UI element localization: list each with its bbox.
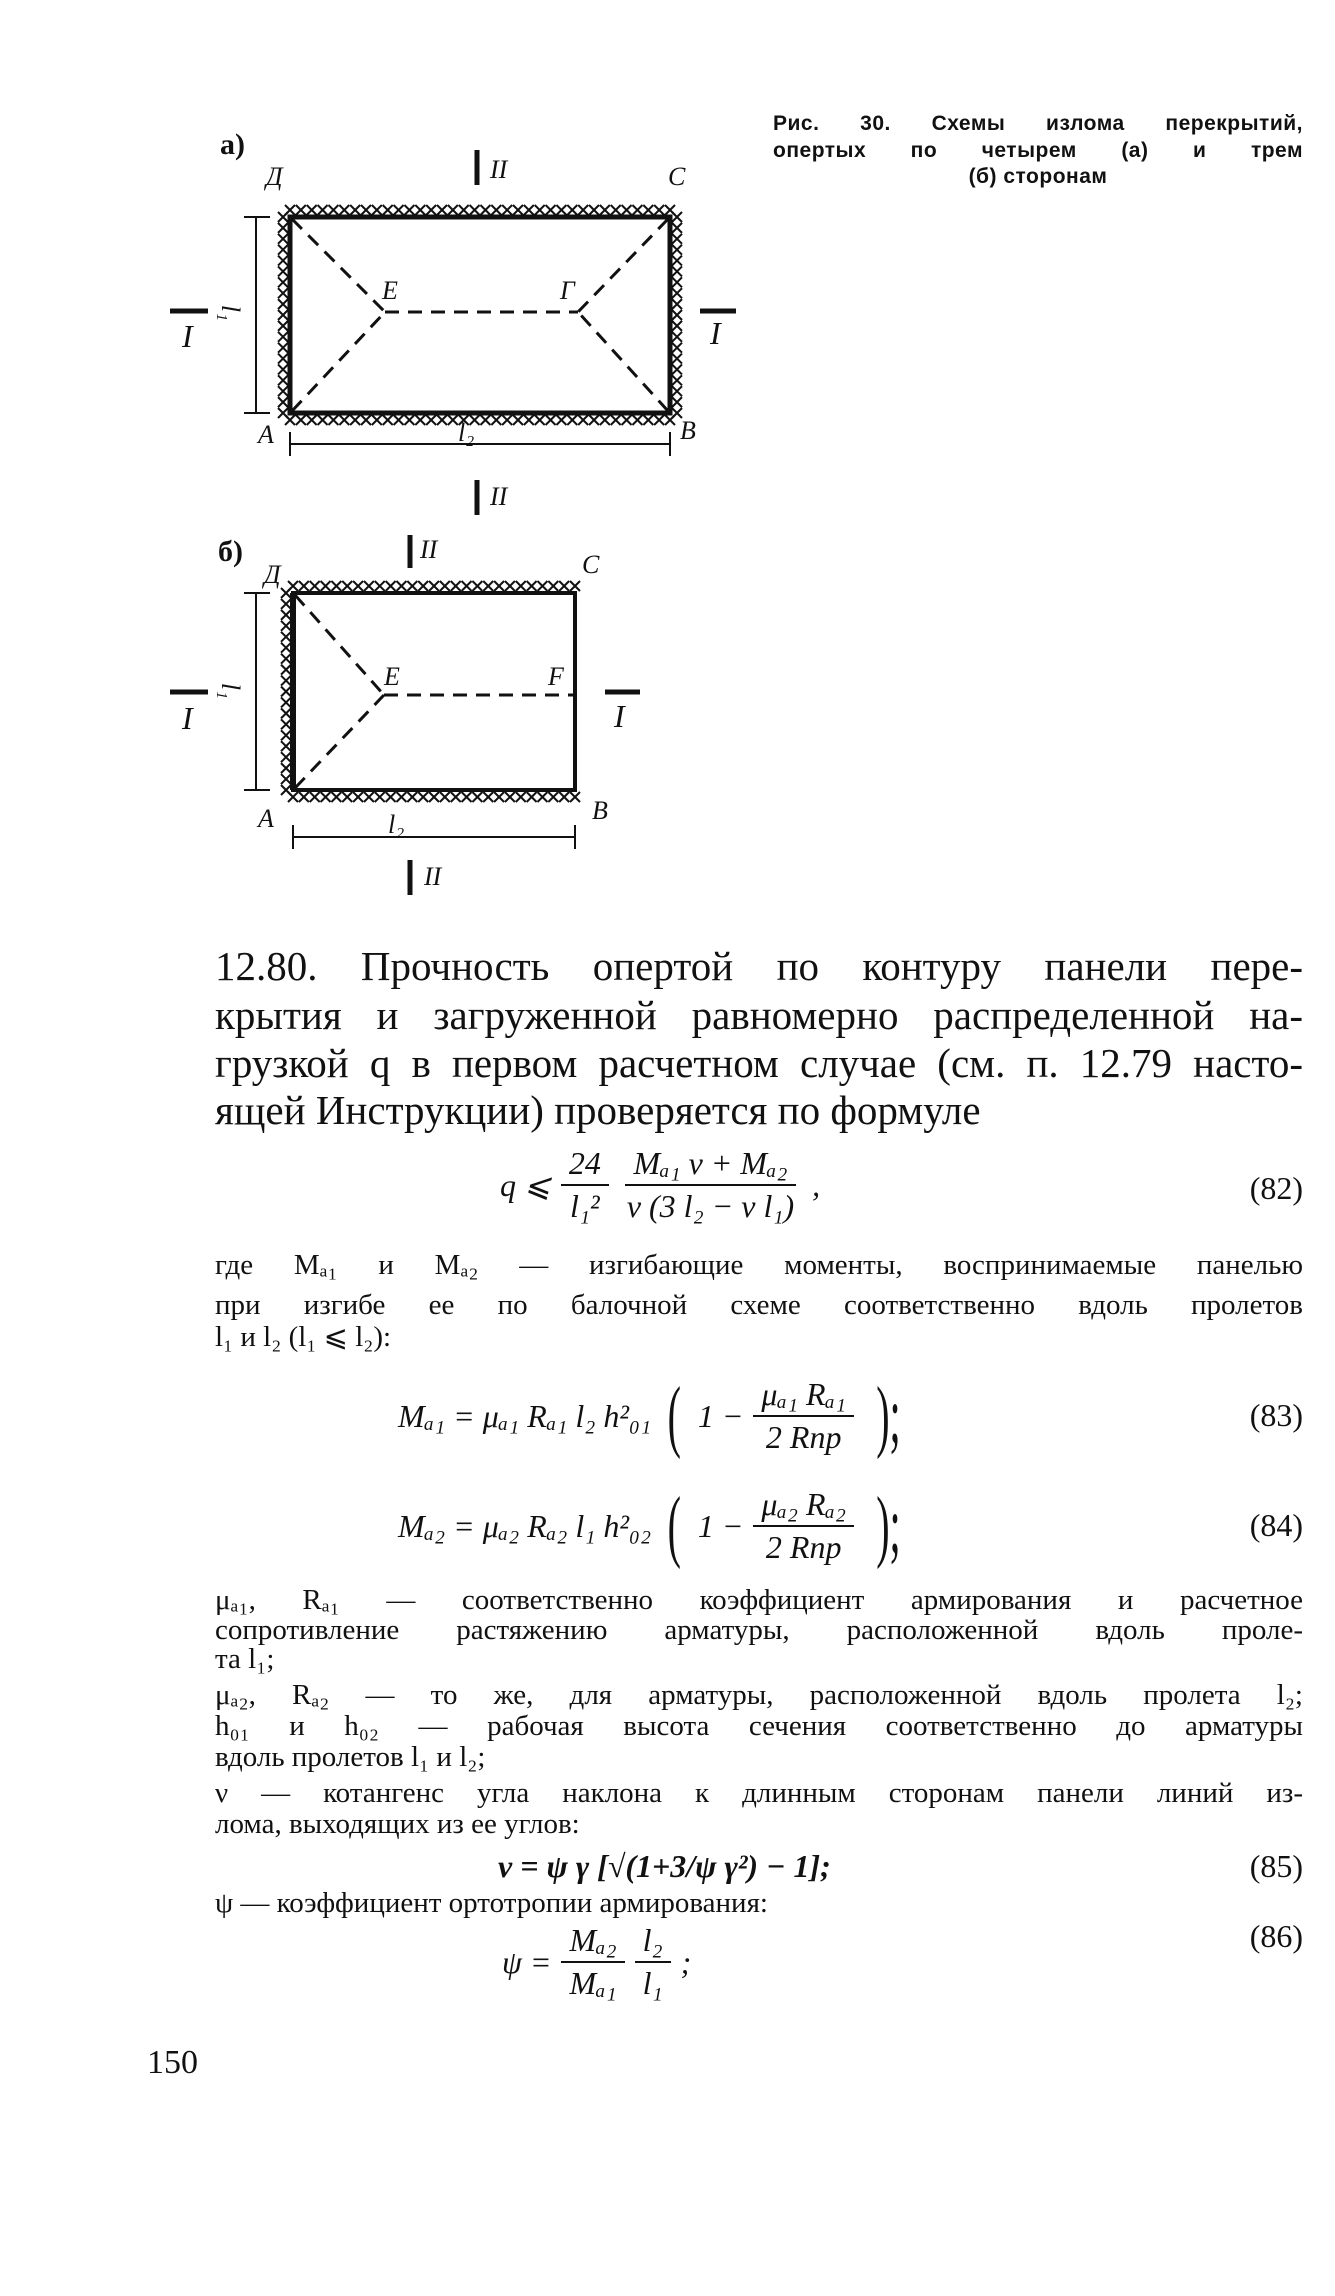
definition-line-2: сопротивление растяжению арматуры, расположенной вдоль проле- [215, 1614, 1303, 1646]
formula-83 [398, 1370, 913, 1462]
definition-line-7: ν — котангенс угла наклона к длинным сторонам панели линий из- [215, 1777, 1303, 1809]
section-marks-a [170, 150, 736, 515]
formula-86-fraction-1 [561, 1922, 624, 2002]
section-label-top-a: II [490, 155, 508, 184]
point-label-f-b: F [548, 662, 564, 691]
equation-number-83: (83) [1249, 1397, 1303, 1433]
open-paren: ( [667, 1372, 682, 1460]
formula-83-fraction [753, 1376, 854, 1456]
denominator: ν (3 l₂ − ν l₁) [626, 1188, 795, 1224]
equation-number-86: (86) [1249, 1918, 1303, 1954]
support-hatching-b [281, 581, 580, 802]
definition-line-8: лома, выходящих из ее углов: [215, 1808, 580, 1840]
paragraph-line-2: крытия и загруженной равномерно распределенной на- [215, 992, 1303, 1038]
corner-label-c-a: С [668, 162, 686, 191]
section-label-bottom-a: II [490, 482, 508, 511]
denominator: l₁² [570, 1188, 600, 1224]
corner-label-b-b: В [592, 796, 608, 825]
point-label-e-a: Е [382, 276, 398, 305]
dimension-label-l2-b: l₂ [388, 810, 405, 839]
dimension-label-l2-a: l₂ [458, 418, 475, 447]
formula-82 [500, 1145, 820, 1225]
numerator: μₐ₁ Rₐ₁ [753, 1376, 854, 1417]
dimension-label-l1-b: l₁ [216, 682, 246, 700]
support-hatching-a [278, 205, 682, 425]
corner-label-c-b: С [582, 550, 600, 579]
equation-number-85: (85) [1249, 1848, 1303, 1884]
denominator: l₁ [642, 1965, 663, 2001]
corner-label-d-b: Д [264, 560, 281, 589]
yield-lines-b [295, 595, 574, 788]
definition-line-1: μₐ₁, Rₐ₁ — соответственно коэффициент армирования и расчетное [215, 1584, 1303, 1616]
numerator: l₂ [635, 1922, 671, 1963]
figure-caption-line-3: (б) сторонам [968, 165, 1108, 188]
corner-label-a-a: А [258, 420, 274, 449]
definition-line-5: h₀₁ и h₀₂ — рабочая высота сечения соответственно до арматуры [215, 1710, 1303, 1742]
denominator: Mₐ₁ [569, 1965, 617, 2001]
where-line-1: где Mₐ₁ и Mₐ₂ — изгибающие моменты, воспринимаемые панелью [215, 1249, 1303, 1281]
paragraph-line-3: грузкой q в первом расчетном случае (см. п. 12.79 насто- [215, 1040, 1303, 1086]
formula-84-fraction [753, 1486, 854, 1566]
dimension-label-l1-a: l₁ [216, 304, 246, 322]
numerator: μₐ₂ Rₐ₂ [753, 1486, 854, 1527]
denominator: 2 Rпр [765, 1529, 842, 1565]
paragraph-line-1: 12.80. Прочность опертой по контуру панели пере- [215, 943, 1303, 989]
equation-number-82: (82) [1249, 1170, 1303, 1206]
corner-label-d-a: Д [266, 162, 283, 191]
slab-failure-diagrams [0, 0, 1335, 900]
section-label-right-a: I [710, 315, 721, 351]
close-paren: ); [876, 1372, 901, 1460]
formula-83-lhs: Mₐ₁ = μₐ₁ Rₐ₁ l₂ h²₀₁ [398, 1397, 652, 1434]
paragraph-line-4: ящей Инструкции) проверяется по формуле [215, 1087, 981, 1133]
figure-caption-line-2: опертых по четырем (а) и трем [773, 139, 1303, 162]
corner-label-b-a: В [680, 416, 696, 445]
numerator: Mₐ₂ [561, 1922, 624, 1963]
section-label-left-b: I [182, 700, 193, 736]
numerator: Mₐ₁ ν + Mₐ₂ [625, 1145, 795, 1186]
yield-lines-a [292, 219, 668, 411]
point-label-e-b: Е [384, 662, 400, 691]
figure-a-diagram [170, 150, 736, 515]
formula-84-lhs: Mₐ₂ = μₐ₂ Rₐ₂ l₁ h²₀₂ [398, 1507, 652, 1544]
equation-number-84: (84) [1249, 1507, 1303, 1543]
denominator: 2 Rпр [765, 1419, 842, 1455]
formula-82-lhs: q ⩽ [500, 1167, 551, 1203]
definition-line-3: та l₁; [215, 1643, 275, 1675]
definition-line-6: вдоль пролетов l₁ и l₂; [215, 1741, 486, 1773]
figure-b-diagram [170, 535, 640, 895]
figure-a-label: а) [220, 128, 245, 161]
close-paren: ); [876, 1482, 901, 1570]
formula-82-fraction-2 [619, 1145, 802, 1225]
figure-caption-line-1: Рис. 30. Схемы излома перекрытий, [773, 112, 1303, 135]
formula-83-one-minus: 1 − [697, 1397, 744, 1434]
numerator: 24 [561, 1145, 609, 1186]
figure-b-label: б) [218, 535, 243, 568]
psi-definition-line: ψ — коэффициент ортотропии армирования: [215, 1887, 768, 1919]
formula-86-lhs: ψ = [502, 1943, 552, 1980]
where-line-2: при изгибе ее по балочной схеме соответственно вдоль пролетов [215, 1289, 1303, 1321]
section-label-right-b: I [614, 698, 625, 734]
formula-82-comma: , [812, 1166, 821, 1203]
corner-label-a-b: А [258, 804, 274, 833]
where-line-3: l₁ и l₂ (l₁ ⩽ l₂): [215, 1321, 392, 1353]
formula-85-expression: ν = ψ γ [√(1+3/ψ γ²) − 1]; [498, 1848, 831, 1884]
formula-86 [502, 1922, 691, 2002]
formula-86-fraction-2 [635, 1922, 671, 2002]
formula-82-fraction-1 [561, 1145, 609, 1225]
section-label-left-a: I [182, 318, 193, 354]
definition-line-4: μₐ₂, Rₐ₂ — то же, для арматуры, расположенной вдоль пролета l₂; [215, 1679, 1303, 1711]
formula-84 [398, 1480, 913, 1572]
formula-85 [498, 1848, 831, 1885]
section-label-bottom-b: II [424, 862, 442, 891]
section-label-top-b: II [420, 535, 438, 564]
formula-86-semicolon: ; [680, 1943, 692, 1980]
open-paren: ( [667, 1482, 682, 1570]
page-number: 150 [147, 2044, 198, 2081]
formula-84-one-minus: 1 − [697, 1507, 744, 1544]
point-label-g-a: Г [560, 276, 575, 305]
slab-outline-b [293, 593, 575, 790]
slab-outline-a [290, 217, 670, 413]
